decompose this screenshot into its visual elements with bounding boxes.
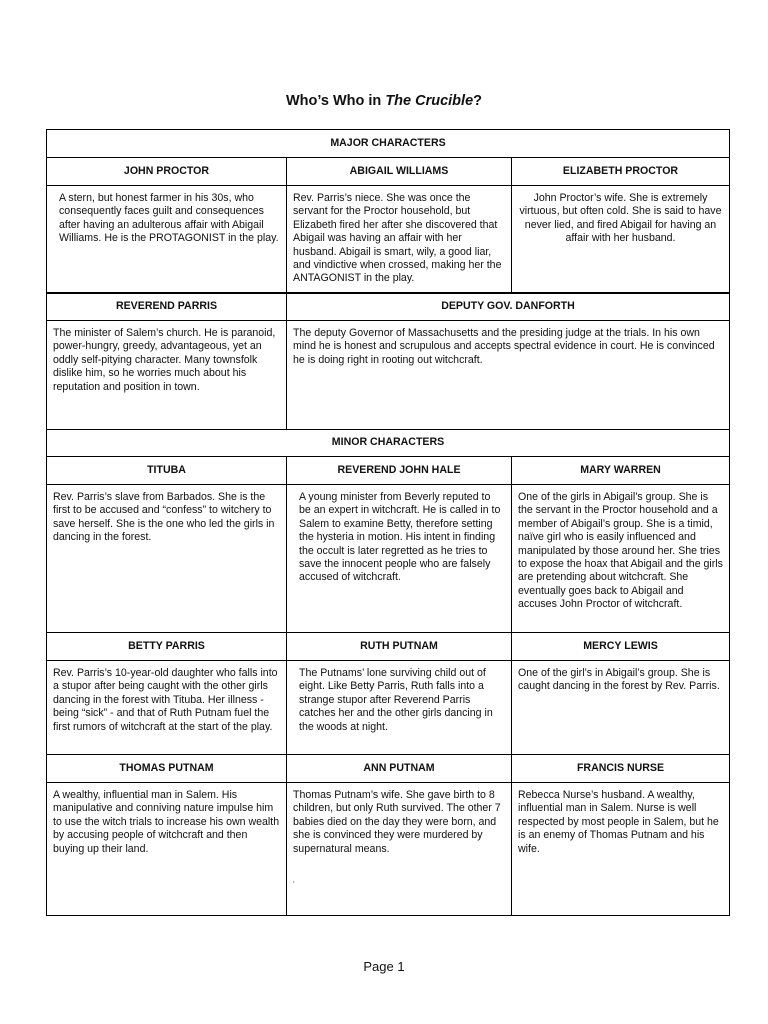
- character-name: ELIZABETH PROCTOR: [512, 158, 730, 186]
- character-desc-row: [47, 783, 730, 916]
- document-title: [0, 93, 768, 109]
- character-description: A young minister from Beverly reputed to be an expert in witchcraft. He is called in to Salem to examine Betty, therefore setting the hysteria in motion. His intent in finding the occult is later regretted as he tries to save the innocent people who are falsely accused of witchcraft.: [287, 485, 512, 633]
- minor-heading-row: [47, 430, 730, 457]
- character-description: The minister of Salem’s church. He is paranoid, power-hungry, greedy, advantageous, yet an oddly self-pitying character. Many townsfolk dislike him, so he worries much about his reputation and position in town.: [47, 321, 287, 430]
- character-description: A wealthy, influential man in Salem. His manipulative and conniving nature impulse him to use the witch trials to increase his own wealth by accusing people of witchcraft and then buying up their land.: [47, 783, 287, 916]
- character-name-row: [47, 293, 730, 321]
- character-desc-row: [47, 661, 730, 755]
- character-name-row: [47, 633, 730, 661]
- character-name: ABIGAIL WILLIAMS: [287, 158, 512, 186]
- character-name-row: [47, 457, 730, 485]
- character-description: One of the girls in Abigail’s group. She is the servant in the Proctor household and a member of Abigail’s group. She is a timid, naïve girl who is easily influenced and manipulated by those around her. She tries to expose the hoax that Abigail and the girls are pretending about witchcraft. She eventually goes back to Abigail and accuses John Proctor of witchcraft.: [512, 485, 730, 633]
- character-description: One of the girl’s in Abigail’s group. She is caught dancing in the forest by Rev. Parris.: [512, 661, 730, 755]
- character-description: John Proctor’s wife. She is extremely virtuous, but often cold. She is said to have never lied, and fired Abigail for having an affair with her husband.: [512, 186, 730, 293]
- page-number: Page 1: [363, 959, 405, 974]
- character-name: MERCY LEWIS: [512, 633, 730, 661]
- minor-characters-heading: MINOR CHARACTERS: [47, 430, 730, 457]
- character-description: Rebecca Nurse’s husband. A wealthy, influential man in Salem. Nurse is well respected by most people in Salem, but he is an enemy of Thomas Putnam and his wife.: [512, 783, 730, 916]
- character-desc-row: [47, 186, 730, 293]
- character-description: The Putnams’ lone surviving child out of eight. Like Betty Parris, Ruth falls into a strange stupor after Reverend Parris catches her and the other girls dancing in the woods at night.: [287, 661, 512, 755]
- character-name: ANN PUTNAM: [287, 755, 512, 783]
- character-name: TITUBA: [47, 457, 287, 485]
- character-name: JOHN PROCTOR: [47, 158, 287, 186]
- stray-mark: ‘: [293, 880, 295, 890]
- character-desc-row: [47, 321, 730, 430]
- title-suffix: ?: [473, 93, 482, 109]
- character-description: Rev. Parris’s 10-year-old daughter who falls into a stupor after being caught with the other girls dancing in the forest with Tituba. Her illness - being “sick” - and that of Ruth Putnam fuel the first rumors of witchcraft at the start of the play.: [47, 661, 287, 755]
- major-characters-heading: MAJOR CHARACTERS: [47, 130, 730, 158]
- character-description: Rev. Parris’s niece. She was once the servant for the Proctor household, but Elizabeth fired her after she discovered that Abigail was having an affair with her husband. Abigail is smart, wily, a good liar, and vindictive when crossed, making her the ANTAGONIST in the play.: [287, 186, 512, 293]
- character-name-row: [47, 158, 730, 186]
- character-description: Rev. Parris’s slave from Barbados. She is the first to be accused and “confess” to witchery to save herself. She is the one who led the girls in dancing in the forest.: [47, 485, 287, 633]
- character-description: A stern, but honest farmer in his 30s, who consequently faces guilt and consequences after having an adulterous affair with Abigail Williams. He is the PROTAGONIST in the play.: [47, 186, 287, 293]
- character-name: THOMAS PUTNAM: [47, 755, 287, 783]
- character-name: REVEREND JOHN HALE: [287, 457, 512, 485]
- character-name: DEPUTY GOV. DANFORTH: [287, 293, 730, 321]
- title-prefix: Who’s Who in: [285, 93, 386, 109]
- character-desc-row: [47, 485, 730, 633]
- character-name: RUTH PUTNAM: [287, 633, 512, 661]
- title-italic: The Crucible: [385, 93, 474, 109]
- character-name: BETTY PARRIS: [47, 633, 287, 661]
- character-description: The deputy Governor of Massachusetts and the presiding judge at the trials. In his own mind he is honest and scrupulous and accepts spectral evidence in court. He is convinced he is doing right in rooting out witchcraft.: [287, 321, 730, 430]
- character-description-cell: [287, 783, 512, 916]
- character-name: FRANCIS NURSE: [512, 755, 730, 783]
- major-heading-row: [47, 130, 730, 158]
- character-name-row: [47, 755, 730, 783]
- character-name: REVEREND PARRIS: [47, 293, 287, 321]
- character-name: MARY WARREN: [512, 457, 730, 485]
- characters-table: [46, 129, 730, 916]
- character-description: Thomas Putnam’s wife. She gave birth to 8 children, but only Ruth survived. The other 7 babies died on the day they were born, and she is convinced they were murdered by supernatural means.: [293, 789, 501, 855]
